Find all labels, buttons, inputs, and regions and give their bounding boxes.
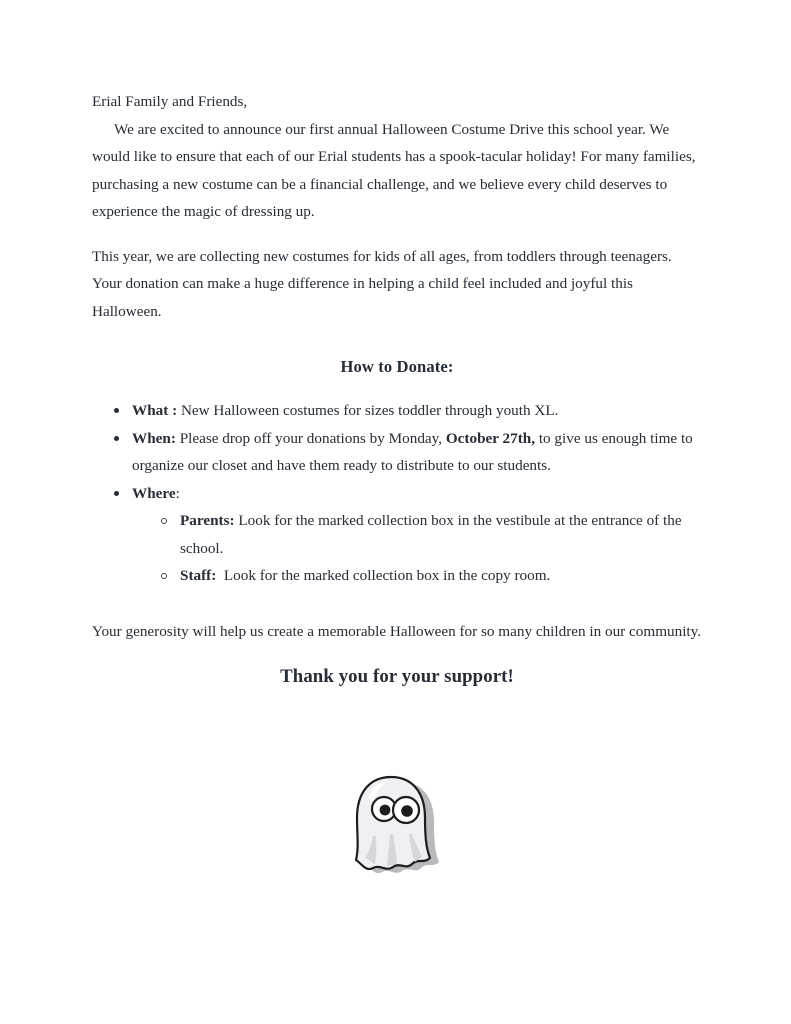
ghost-image-container: [0, 752, 791, 907]
where-label: Where: [132, 484, 176, 502]
intro-paragraph: We are excited to announce our first annual Halloween Costume Drive this school year. We would like to ensure that each of our Erial students has a spook-tacular holiday! For many families, purchasing a new costume can be a financial challenge, and we believe every child deserves to experience the magic of dressing up.: [92, 120, 696, 220]
spacer: [92, 645, 702, 662]
donation-details-list: [92, 397, 702, 590]
document-body: [92, 88, 702, 692]
halloween-ghost-icon: [321, 752, 471, 902]
what-text: New Halloween costumes for sizes toddler through youth XL.: [177, 402, 559, 419]
salutation-line: Erial Family and Friends,: [92, 93, 248, 110]
bullet-disc-icon: [114, 408, 119, 413]
collection-paragraph: This year, we are collecting new costumes for kids of all ages, from toddlers through teenagers. Your donation can make a huge difference in helping a child feel included and joyful this Halloween.: [92, 247, 672, 320]
list-item-what: [132, 397, 702, 425]
parents-text: Look for the marked collection box in the vestibule at the entrance of the school.: [180, 512, 682, 557]
where-colon: :: [175, 484, 180, 502]
when-label: When:: [132, 429, 176, 447]
list-item-where: [132, 480, 702, 590]
when-date: October 27th,: [445, 429, 536, 447]
bullet-circle-icon: [161, 573, 167, 579]
bullet-circle-icon: [161, 518, 167, 524]
ghost-right-pupil: [401, 805, 413, 817]
ghost-left-pupil: [379, 805, 390, 816]
list-item-when: [132, 425, 702, 480]
where-sublist: [132, 507, 702, 590]
what-label: What :: [132, 402, 178, 419]
list-item-staff: [180, 562, 702, 590]
when-text-after: to give us enough time to organize our closet and have them ready to distribute to our students.: [132, 429, 693, 474]
bullet-disc-icon: [114, 436, 119, 441]
list-item-parents: [180, 507, 702, 562]
closing-paragraph: Your generosity will help us create a memorable Halloween for so many children in our community.: [92, 622, 702, 640]
parents-label: Parents:: [180, 512, 235, 529]
spacer: [92, 325, 702, 353]
staff-text: Look for the marked collection box in the copy room.: [216, 567, 551, 584]
how-to-donate-heading: How to Donate:: [340, 357, 454, 376]
spacer: [92, 590, 702, 618]
spacer: [92, 226, 702, 243]
when-text-before: Please drop off your donations by Monday,: [175, 429, 446, 447]
spacer: [92, 380, 702, 397]
bullet-disc-icon: [114, 491, 119, 496]
staff-label: Staff:: [180, 567, 217, 584]
thank-you-heading: Thank you for your support!: [280, 666, 514, 687]
